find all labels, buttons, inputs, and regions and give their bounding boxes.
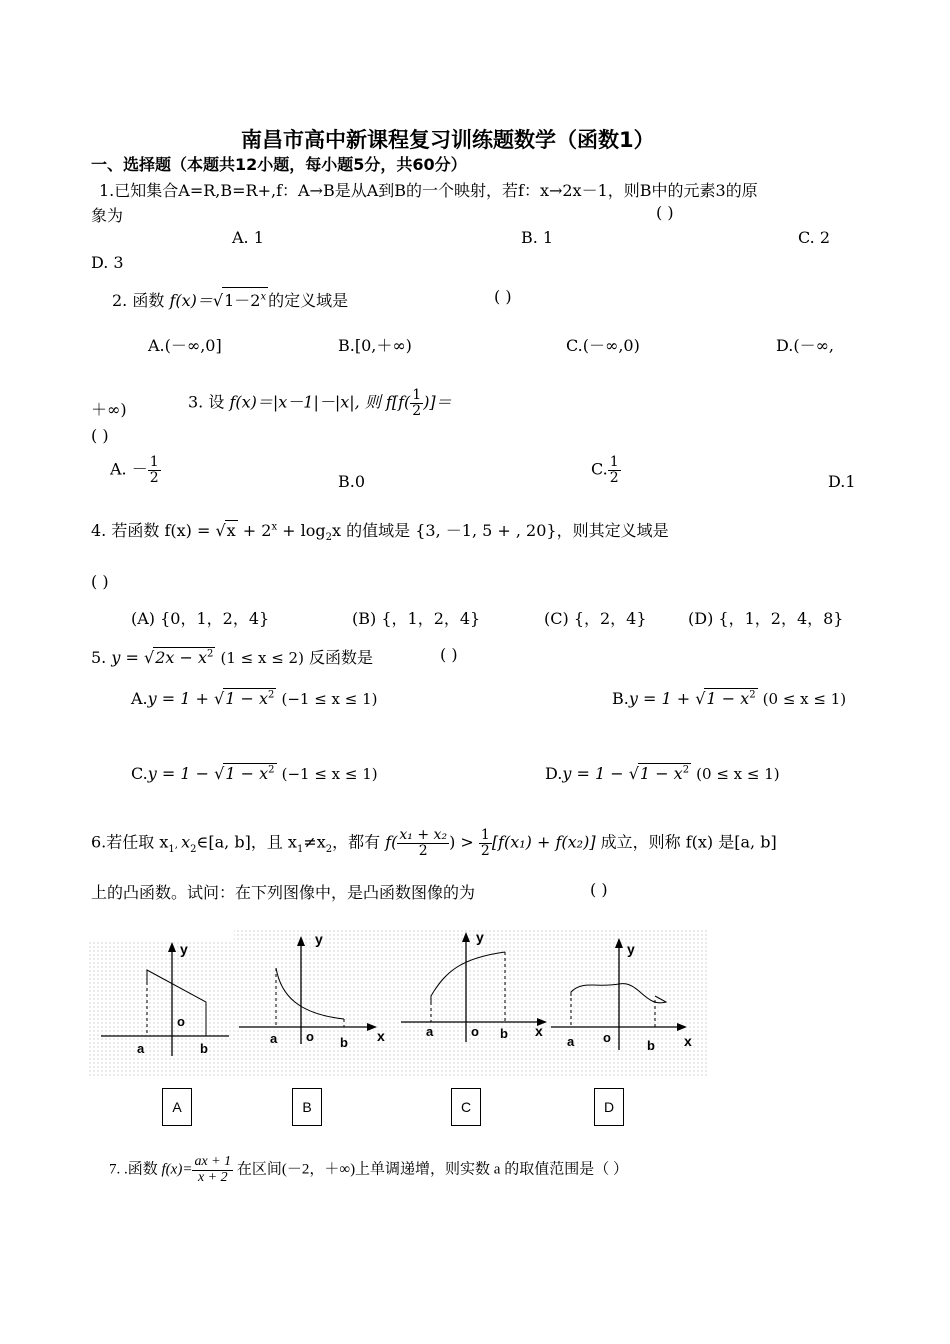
graph-b-label-box: B (292, 1088, 322, 1126)
q4-option-d: (D) {，1，2，4，8} (688, 609, 844, 628)
q5-option-c: $C.y = 1 - √1 - x^2$ (−1 ≤ x ≤ 1) (131, 764, 378, 783)
q6-stem-cont: 上的凸函数。试问：在下列图像中，是凸函数图像的为 (91, 883, 476, 902)
q2-option-a: A.(－∞,0] (148, 336, 222, 355)
graph-a-a-label: a (137, 1041, 145, 1056)
graph-b-x-label: x (377, 1028, 385, 1044)
page-title: 南昌市高中新课程复习训练题数学（函数1） (241, 128, 655, 152)
graph-b-b-label: b (340, 1035, 348, 1050)
graph-b-origin-label: o (306, 1029, 314, 1044)
q5-answer-paren: ( ) (440, 645, 458, 664)
q6-answer-paren: ( ) (590, 880, 608, 899)
q2-answer-paren: ( ) (494, 287, 512, 306)
graph-a-label-box: A (162, 1088, 192, 1126)
q3-option-c: C. $\frac{1}{2}$ (591, 454, 619, 486)
graph-c-b-label: b (500, 1026, 508, 1041)
graph-a-b-label: b (200, 1041, 208, 1056)
graph-b-a-label: a (270, 1031, 278, 1046)
q2-option-d: D.(－∞, (776, 336, 835, 355)
q2-option-b: B.[0,＋∞) (338, 336, 412, 355)
graph-c-background (399, 928, 544, 1078)
q1-answer-paren: ( ) (656, 203, 674, 222)
q6-graphs (89, 926, 709, 1082)
q4-option-c: (C) {，2，4} (544, 609, 647, 628)
graph-c-y-label: y (476, 929, 484, 945)
q7-stem: 7. .函数 f(x)= $\frac{ax + 1}{x + 2}$ 在区间(－2，＋∞)上单调递增，则实数 a 的取值范围是（ ） (109, 1154, 628, 1185)
graph-a-y-label: y (180, 941, 188, 957)
q2-option-d-cont: ＋∞) (91, 400, 127, 419)
graph-d-a-label: a (567, 1034, 575, 1049)
q5-option-b: $B.y = 1 + √1 - x^2$ (0 ≤ x ≤ 1) (612, 689, 847, 708)
graph-c-x-label: x (535, 1023, 543, 1039)
q3-option-d: D.1 (828, 472, 856, 491)
q1-option-b: B. 1 (521, 228, 554, 247)
graph-d-y-label: y (627, 941, 635, 957)
q5-option-d: $D.y = 1 - √1 - x^2$ (0 ≤ x ≤ 1) (545, 764, 780, 783)
q3-option-b: B.0 (338, 472, 366, 491)
q4-option-a: (A) {0，1，2，4} (131, 609, 270, 628)
graph-c-origin-label: o (471, 1024, 479, 1039)
q6-stem: 6.若任取 $x_1$, $x_2\in[a$, b]，且 $x_1\ne x_2$，都有 f( $\frac{\text{x₁ + x₂}}{2}$ ) > $\frac{1}{2}$ [f(x₁) + f(x₂)] 成立，则称 f(x) 是[a, b] (91, 827, 777, 859)
q1-stem-cont: 象为 (91, 206, 124, 225)
q3-answer-paren: ( ) (91, 426, 109, 445)
graph-d-b-label: b (647, 1038, 655, 1053)
q1-stem: 1.已知集合A=R,B=R+,f：A→B是从A到B的一个映射，若f：x→2x－1，则B中的元素3的原 (99, 181, 758, 200)
q5-option-a: $A.y = 1 + √1 - x^2$ (−1 ≤ x ≤ 1) (131, 689, 378, 708)
q4-stem: 4. 若函数 $f(x) = √x + 2^x + \log_2x$ 的值域是 {3, －1, 5 + , 20}，则其定义域是 (91, 521, 669, 544)
q3-option-a: A. － $\frac{1}{2}$ (110, 454, 159, 486)
graph-b-y-label: y (315, 931, 323, 947)
q5-stem: 5. $y = √2x - x^2$ (1 ≤ x ≤ 2) 反函数是 (91, 648, 374, 667)
graph-b-background (234, 928, 399, 1078)
graph-a-background (89, 940, 234, 1078)
q1-option-d: D. 3 (91, 253, 124, 272)
q4-option-b: (B) {，1，2，4} (352, 609, 481, 628)
graph-d-origin-label: o (603, 1030, 611, 1045)
graph-c-a-label: a (426, 1024, 434, 1039)
q1-option-a: A. 1 (232, 228, 264, 247)
q2-stem: 2. 函数 $f(x)=√1-2^x$ 的定义域是 (112, 287, 348, 311)
q1-option-c: C. 2 (798, 228, 831, 247)
graph-c-label-box: C (451, 1088, 481, 1126)
graph-d-label-box: D (594, 1088, 624, 1126)
q3-stem: 3. 设 f(x)＝|x－1|－|x|, 则 f[f( $\frac{1}{2}$ )]＝ (188, 387, 452, 419)
graph-a-origin-label: o (177, 1014, 185, 1029)
graph-d-background (544, 928, 707, 1078)
q2-option-c: C.(－∞,0) (566, 336, 640, 355)
section-heading: 一、选择题（本题共12小题，每小题5分，共60分） (91, 155, 467, 174)
graph-d-x-label: x (684, 1033, 692, 1049)
q4-answer-paren: ( ) (91, 572, 109, 591)
